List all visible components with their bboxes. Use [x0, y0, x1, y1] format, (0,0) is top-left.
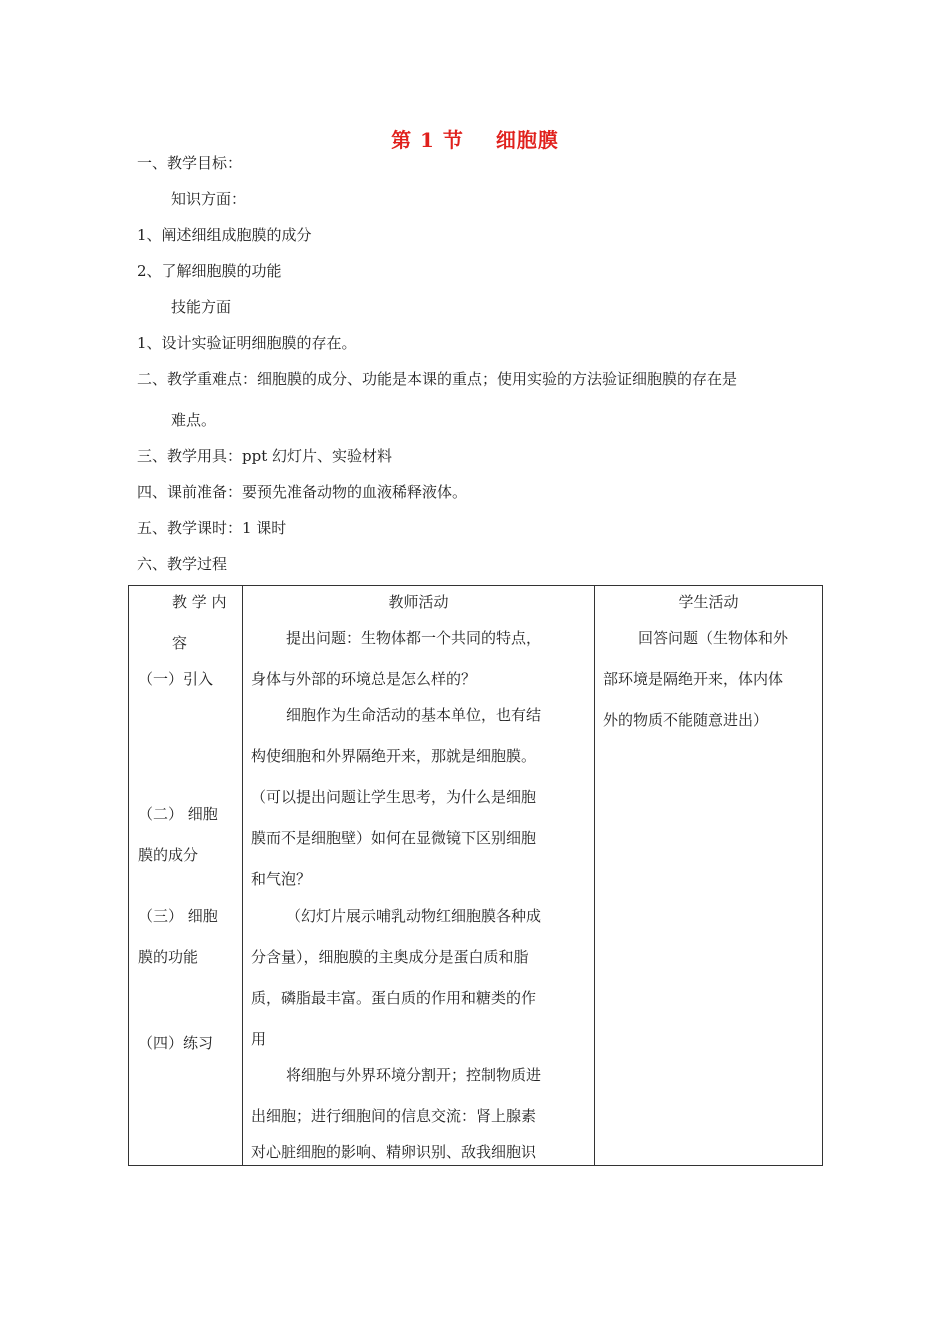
objective-item: 2、了解细胞膜的功能 — [137, 262, 282, 280]
content-cell: （三） 细胞 — [138, 907, 218, 925]
teacher-line: 身体与外部的环境总是怎么样的？ — [251, 670, 477, 688]
content-header: 教 学 内 — [172, 593, 227, 611]
teacher-line: 对心脏细胞的影响、精卵识别、敌我细胞识 — [251, 1143, 537, 1161]
content-cell: 膜的功能 — [138, 948, 199, 966]
subheading-skills: 技能方面 — [171, 298, 232, 316]
heading-objectives: 一、教学目标： — [137, 154, 243, 172]
content-cell: 容 — [172, 634, 188, 652]
student-column — [595, 586, 822, 1165]
student-header: 学生活动 — [678, 593, 739, 611]
student-line: 外的物质不能随意进出） — [603, 711, 769, 729]
teacher-line: 质，磷脂最丰富。蛋白质的作用和糖类的作 — [251, 989, 537, 1007]
heading-key-points: 二、教学重难点：细胞膜的成分、功能是本课的重点；使用实验的方法验证细胞膜的存在是 — [137, 370, 738, 388]
teaching-process-table — [128, 585, 823, 1166]
teacher-line: （幻灯片展示哺乳动物红细胞膜各种成 — [286, 907, 542, 925]
content-cell: 膜的成分 — [138, 846, 199, 864]
teacher-column — [243, 586, 594, 1165]
heading-hours: 五、教学课时：1 课时 — [137, 519, 287, 537]
teacher-line: 将细胞与外界环境分割开；控制物质进 — [286, 1066, 542, 1084]
teacher-line: 分含量），细胞膜的主奥成分是蛋白质和脂 — [251, 948, 529, 966]
heading-tools: 三、教学用具：ppt 幻灯片、实验材料 — [137, 447, 393, 465]
key-points-continued: 难点。 — [171, 411, 217, 429]
teacher-line: 构使细胞和外界隔绝开来，那就是细胞膜。 — [251, 747, 537, 765]
teacher-line: 和气泡？ — [251, 870, 312, 888]
heading-process: 六、教学过程 — [137, 555, 228, 573]
teacher-line: 膜而不是细胞壁）如何在显微镜下区别细胞 — [251, 829, 537, 847]
student-line: 部环境是隔绝开来，体内体 — [603, 670, 784, 688]
objective-item: 1、阐述细组成胞膜的成分 — [137, 226, 312, 244]
content-cell: （四）练习 — [138, 1034, 214, 1052]
subheading-knowledge: 知识方面： — [171, 190, 247, 208]
student-line: 回答问题（生物体和外 — [638, 629, 789, 647]
page-title — [0, 124, 950, 153]
section-name: 细胞膜 — [495, 128, 559, 152]
heading-preparation: 四、课前准备：要预先准备动物的血液稀释液体。 — [137, 483, 468, 501]
teacher-line: 细胞作为生命活动的基本单位，也有结 — [286, 706, 542, 724]
section-number: 第 1 节 — [391, 128, 464, 152]
content-cell: （一）引入 — [138, 670, 214, 688]
content-cell: （二） 细胞 — [138, 805, 218, 823]
teacher-line: 用 — [251, 1030, 267, 1048]
objective-item: 1、设计实验证明细胞膜的存在。 — [137, 334, 357, 352]
content-column — [129, 586, 242, 1165]
teacher-line: 提出问题：生物体都一个共同的特点， — [286, 629, 542, 647]
teacher-header: 教师活动 — [388, 593, 449, 611]
teacher-line: 出细胞；进行细胞间的信息交流：肾上腺素 — [251, 1107, 537, 1125]
teacher-line: （可以提出问题让学生思考，为什么是细胞 — [251, 788, 537, 806]
